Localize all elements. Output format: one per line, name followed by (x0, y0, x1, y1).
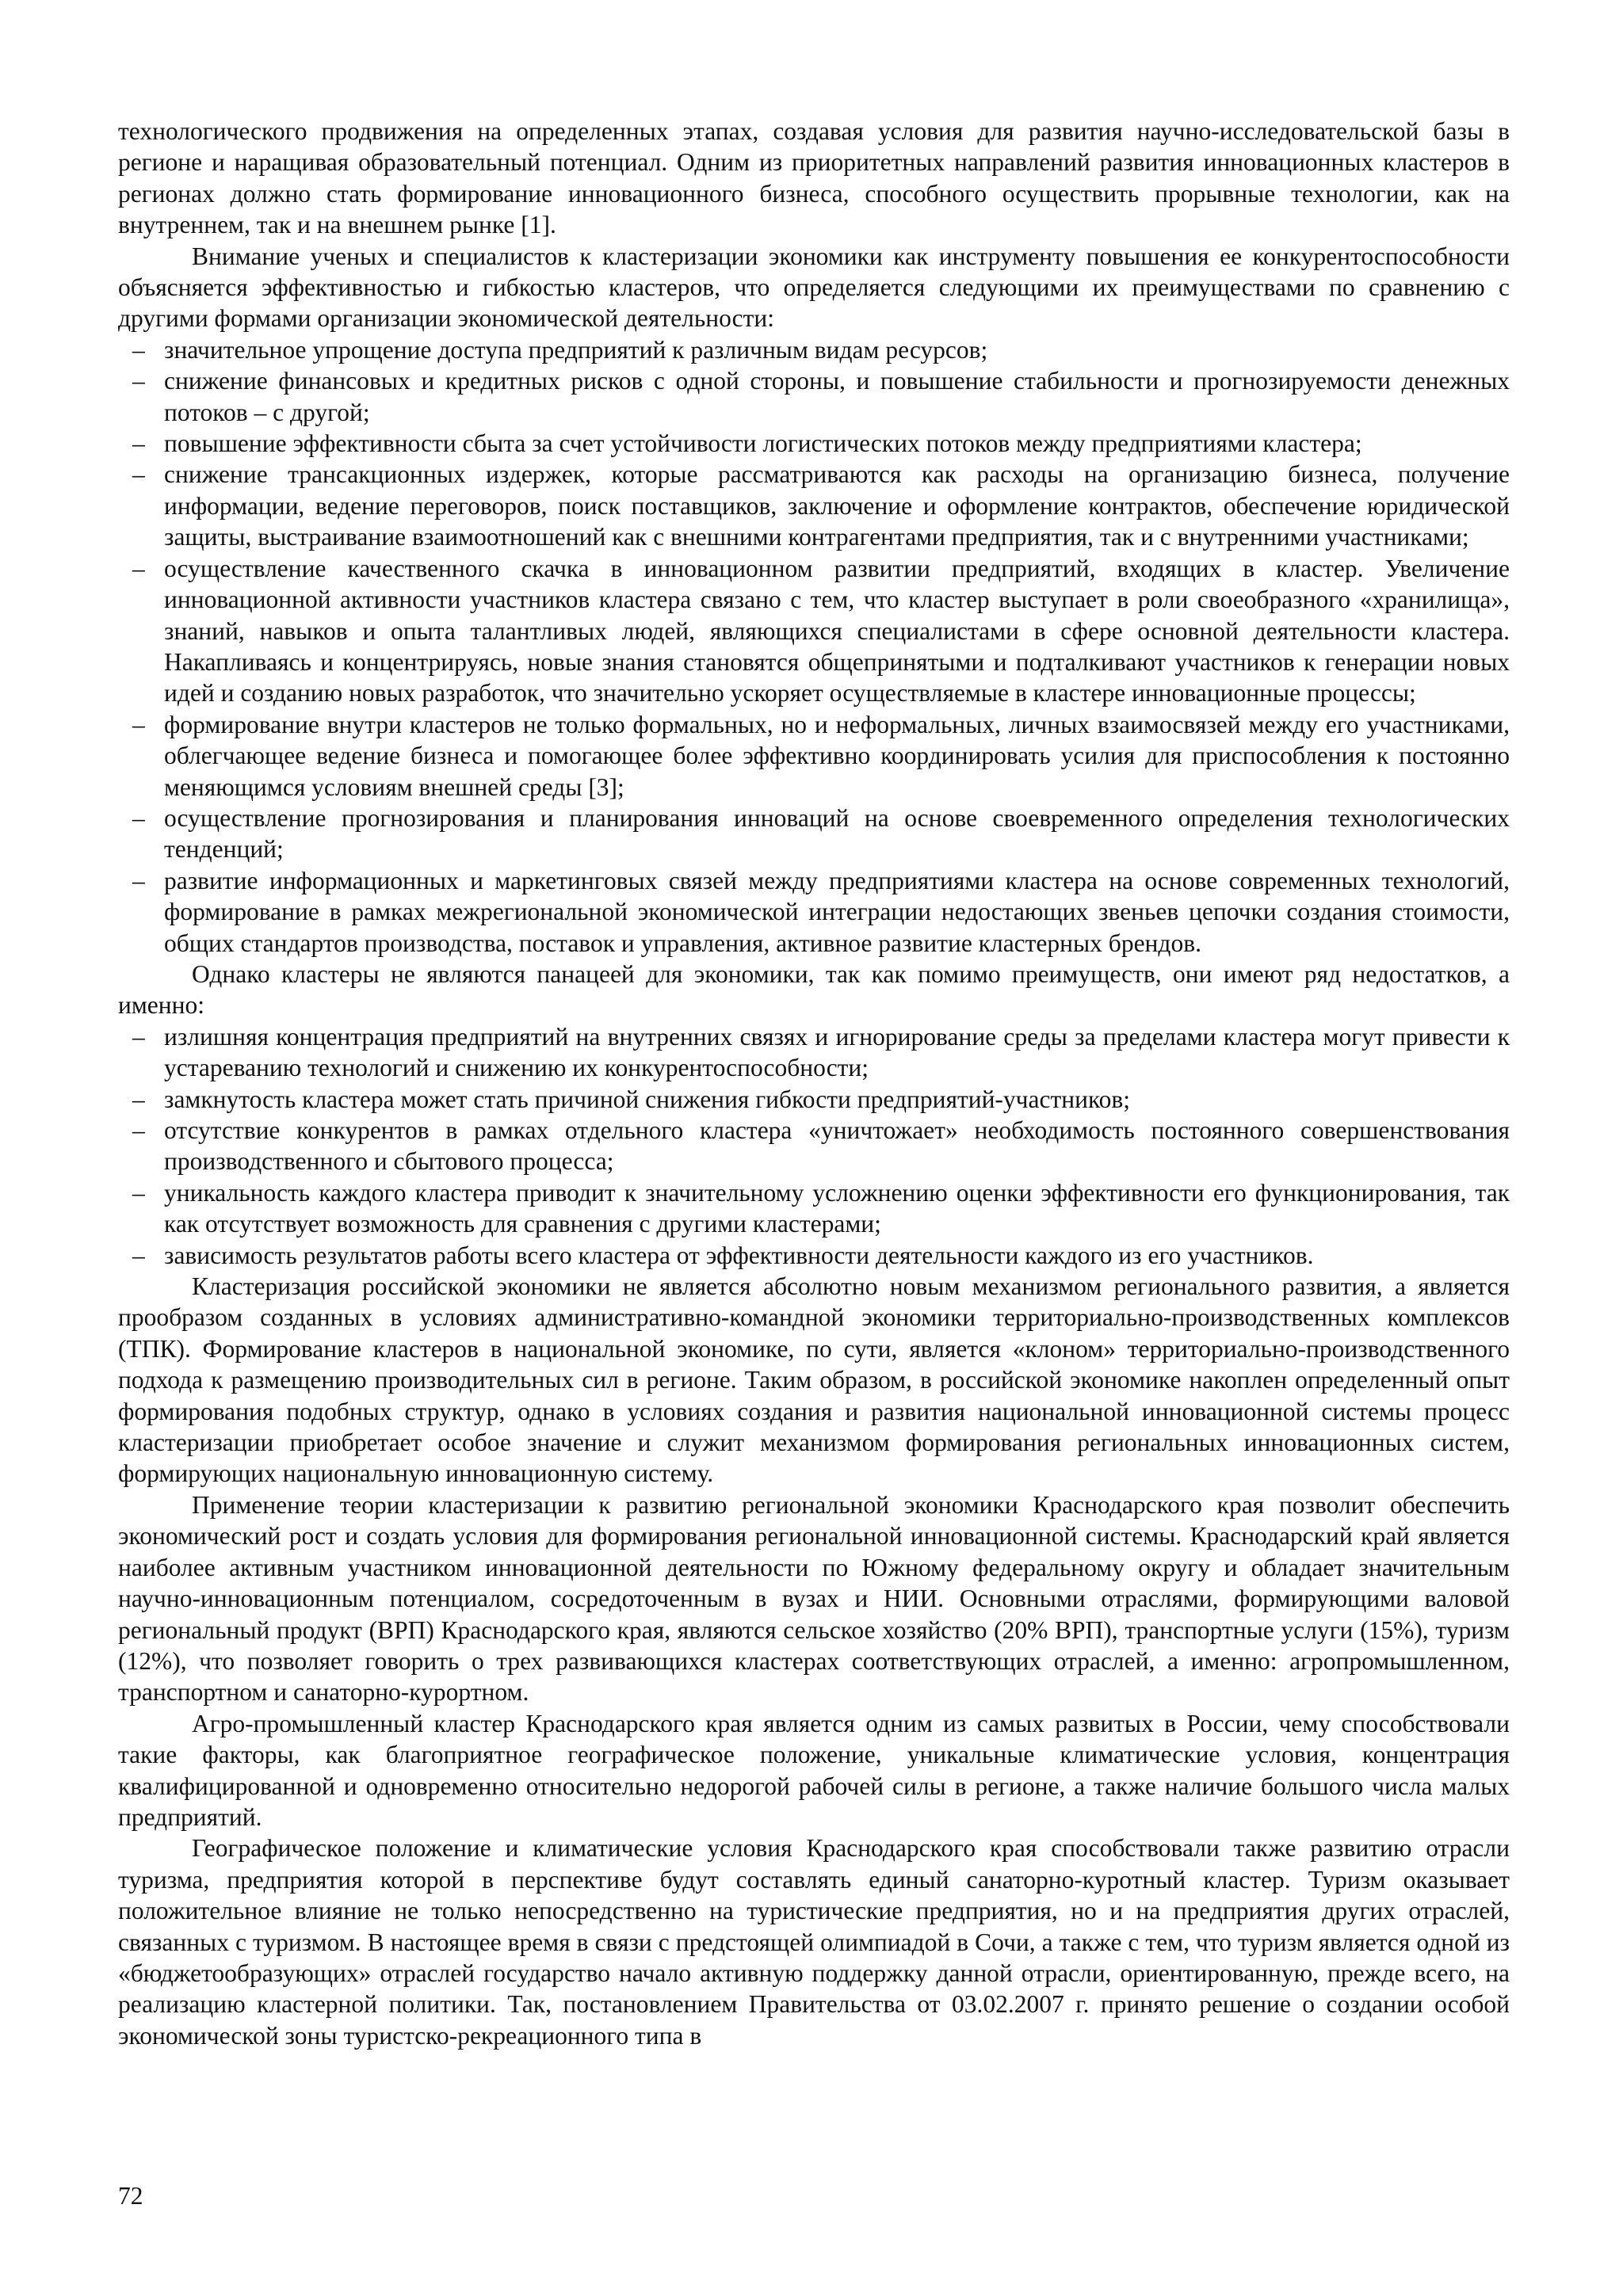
advantages-list (118, 334, 1510, 959)
list-item: – зависимость результатов работы всего кластера от эффективности деятельности каждого из его участников. (118, 1240, 1510, 1271)
paragraph-krasnodar-economy: Применение теории кластеризации к развитию региональной экономики Краснодарского края позволит обеспечить экономический рост и создать условия для формирования региональной инновационной системы. Краснодарский край является наиболее активным участником инновационной деятельности по Южному федеральному округу и обладает значительным научно-инновационным потенциалом, сосредоточенным в вузах и НИИ. Основными отраслями, формирующими валовой региональный продукт (ВРП) Краснодарского края, являются сельское хозяйство (20% ВРП), транспортные услуги (15%), туризм (12%), что позволяет говорить о трех развивающихся кластерах соответствующих отраслей, а именно: агропромышленном, транспортном и санаторно-курортном. (118, 1490, 1510, 1707)
paragraph-russian-clustering: Кластеризация российской экономики не является абсолютно новым механизмом регионального развития, а является прообразом созданных в условиях административно-командной экономики территориально-производственных комплексов (ТПК). Формирование кластеров в национальной экономике, по сути, является «клоном» территориально-производственного подхода к размещению производительных сил в регионе. Таким образом, в российской экономике накоплен определенный опыт формирования подобных структур, однако в условиях создания и развития национальной инновационной системы процесс кластеризации приобретает особое значение и служит механизмом формирования региональных инновационных систем, формирующих национальную инновационную систему. (118, 1272, 1510, 1488)
paragraph-agro-cluster: Агро-промышленный кластер Краснодарского края является одним из самых развитых в России, чему способствовали такие факторы, как благоприятное географическое положение, уникальные климатические условия, концентрация квалифицированной и одновременно относительно недорогой рабочей силы в регионе, а также наличие большого числа малых предприятий. (118, 1709, 1510, 1831)
paragraph-disadvantages-intro: Однако кластеры не являются панацеей для экономики, так как помимо преимуществ, они имеют ряд недостатков, а именно: (118, 959, 1510, 1020)
page-number: 72 (118, 2182, 143, 2210)
paragraph-tourism-cluster: Географическое положение и климатические условия Краснодарского края способствовали также развитию отрасли туризма, предприятия которой в перспективе будут составлять единый санаторно-куротный кластер. Туризм оказывает положительное влияние не только непосредственно на туристические предприятия, но и на предприятия других отраслей, связанных с туризмом. В настоящее время в связи с предстоящей олимпиадой в Сочи, а также с тем, что туризм является одной из «бюджетообразующих» отраслей государство начало активную поддержку данной отрасли, ориентированную, прежде всего, на реализацию кластерной политики. Так, постановлением Правительства от 03.02.2007 г. принято решение о создании особой экономической зоны туристско-рекреационного типа в (118, 1834, 1510, 2050)
disadvantages-list (118, 1021, 1510, 1271)
list-item: – повышение эффективности сбыта за счет устойчивости логистических потоков между предприятиями кластера; (118, 428, 1510, 459)
list-item: – отсутствие конкурентов в рамках отдельного кластера «уничтожает» необходимость постоянного совершенствования производственного и сбытового процесса; (118, 1115, 1510, 1177)
list-item: – излишняя концентрация предприятий на внутренних связях и игнорирование среды за пределами кластера могут привести к устареванию технологий и снижению их конкурентоспособности; (118, 1021, 1510, 1084)
list-item: – развитие информационных и маркетинговых связей между предприятиями кластера на основе современных технологий, формирование в рамках межрегиональной экономической интеграции недостающих звеньев цепочки создания стоимости, общих стандартов производства, поставок и управления, активное развитие кластерных брендов. (118, 865, 1510, 959)
page-body (118, 116, 1510, 2051)
list-item: – снижение трансакционных издержек, которые рассматриваются как расходы на организацию бизнеса, получение информации, ведение переговоров, поиск поставщиков, заключение и оформление контрактов, обеспечение юридической защиты, выстраивание взаимоотношений как с внешними контрагентами предприятия, так и с внутренними участниками; (118, 459, 1510, 552)
list-item: – формирование внутри кластеров не только формальных, но и неформальных, личных взаимосвязей между его участниками, облегчающее ведение бизнеса и помогающее более эффективно координировать усилия для приспособления к постоянно меняющимся условиям внешней среды [3]; (118, 709, 1510, 803)
paragraph-continuation: технологического продвижения на определенных этапах, создавая условия для развития научно-исследовательской базы в регионе и наращивая образовательный потенциал. Одним из приоритетных направлений развития инновационных кластеров в регионах должно стать формирование инновационного бизнеса, способного осуществить прорывные технологии, как на внутреннем, так и на внешнем рынке [1]. (118, 117, 1510, 239)
list-item: – осуществление прогнозирования и планирования инноваций на основе своевременного определения технологических тенденций; (118, 803, 1510, 865)
paragraph-advantages-intro: Внимание ученых и специалистов к кластеризации экономики как инструменту повышения ее конкурентоспособности объясняется эффективностью и гибкостью кластеров, что определяется следующими их преимуществами по сравнению с другими формами организации экономической деятельности: (118, 242, 1510, 333)
list-item: – значительное упрощение доступа предприятий к различным видам ресурсов; (118, 334, 1510, 365)
list-item: – осуществление качественного скачка в инновационном развитии предприятий, входящих в кластер. Увеличение инновационной активности участников кластера связано с тем, что кластер выступает в роли своеобразного «хранилища», знаний, навыков и опыта талантливых людей, являющихся специалистами в сфере основной деятельности кластера. Накапливаясь и концентрируясь, новые знания становятся общепринятыми и подталкивают участников к генерации новых идей и созданию новых разработок, что значительно ускоряет осуществляемые в кластере инновационные процессы; (118, 553, 1510, 709)
list-item: – замкнутость кластера может стать причиной снижения гибкости предприятий-участников; (118, 1084, 1510, 1115)
list-item: – уникальность каждого кластера приводит к значительному усложнению оценки эффективности его функционирования, так как отсутствует возможность для сравнения с другими кластерами; (118, 1177, 1510, 1240)
list-item: – снижение финансовых и кредитных рисков с одной стороны, и повышение стабильности и прогнозируемости денежных потоков – с другой; (118, 365, 1510, 428)
